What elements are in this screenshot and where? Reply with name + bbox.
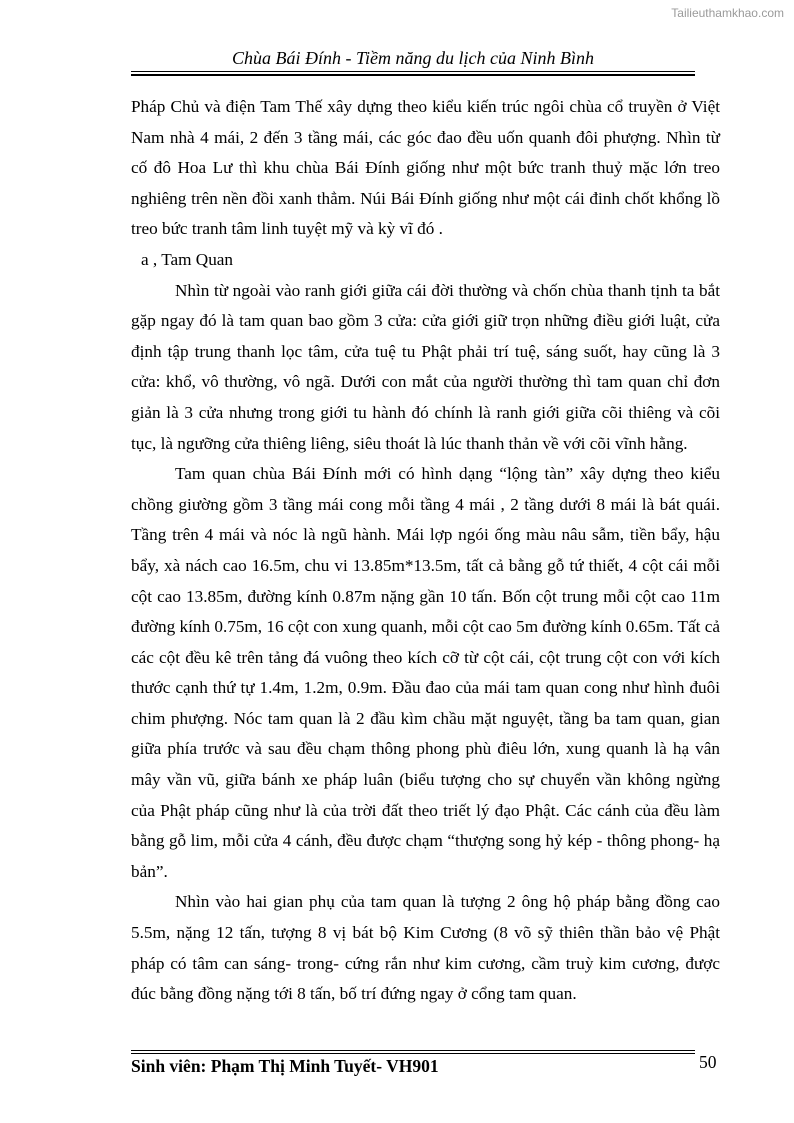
paragraph-1: Pháp Chủ và điện Tam Thế xây dựng theo kiểu kiến trúc ngôi chùa cổ truyền ở Việt Nam nhà 4 mái, 2 đến 3 tầng mái, các góc đao đều uốn quanh đôi phượng. Nhìn từ cố đô Hoa Lư thì khu chùa Bái Đính giống như một bức tranh thuỷ mặc lớn treo nghiêng trên nền đồi xanh thẳm. Núi Bái Đính giống như một cái đinh chốt khổng lồ treo bức tranh tâm linh tuyệt mỹ và kỳ vĩ đó .	[131, 97, 720, 239]
paragraph-4: Nhìn vào hai gian phụ của tam quan là tượng 2 ông hộ pháp bằng đồng cao 5.5m, nặng 12 tấn, tượng 8 vị bát bộ Kim Cương (8 võ sỹ thiên thần bảo vệ Phật pháp có tâm can sáng- trong- cứng rắn như kim cương, cầm truỳ kim cương, được đúc bằng đồng nặng tới 8 tấn, bố trí đứng ngay ở cổng tam quan.	[131, 892, 720, 1004]
footer-author: Sinh viên: Phạm Thị Minh Tuyết- VH901	[131, 1056, 439, 1076]
document-body	[131, 92, 720, 1010]
header-rule-thick	[131, 74, 695, 76]
page-header-title: Chùa Bái Đính - Tiềm năng du lịch của Ninh Bình	[232, 48, 594, 68]
footer-rule-second	[131, 1053, 695, 1054]
header-rule	[131, 71, 695, 72]
footer-rule	[131, 1050, 695, 1051]
watermark: Tailieuthamkhao.com	[671, 6, 784, 20]
paragraph-2: Nhìn từ ngoài vào ranh giới giữa cái đời thường và chốn chùa thanh tịnh ta bắt gặp ngay đó là tam quan bao gồm 3 cửa: cửa giới giữ trọn những điều giới luật, cửa định tập trung thanh lọc tâm, cửa tuệ tu Phật phải trí tuệ, sáng suốt, hay cũng là 3 cửa: khổ, vô thường, vô ngã. Dưới con mắt của người thường thì tam quan chỉ đơn giản là 3 cửa nhưng trong giới tu hành đó chính là ranh giới giữa cõi thiêng và cõi tục, là ngưỡng cửa thiêng liêng, siêu thoát là lúc thanh thản về với cõi vĩnh hằng.	[131, 280, 720, 453]
paragraph-3: Tam quan chùa Bái Đính mới có hình dạng “lộng tàn” xây dựng theo kiểu chồng giường gồm 3 tầng mái cong mỗi tầng 4 mái , 2 tầng dưới 8 mái là bát quái. Tầng trên 4 mái và nóc là ngũ hành. Mái lợp ngói ống màu nâu sẫm, tiền bẩy, hậu bẩy, xà nách cao 16.5m, chu vi 13.85m*13.5m, tất cả bằng gỗ tứ thiết, 4 cột cái mỗi cột cao 13.85m, đường kính 0.87m nặng gần 10 tấn. Bốn cột trung mỗi cột cao 11m đường kính 0.75m, 16 cột con xung quanh, mỗi cột cao 5m đường kính 0.65m. Tất cả các cột đều kê trên tảng đá vuông theo kích cỡ từ cột cái, cột trung cột con với kích thước cạnh thứ tự 1.4m, 1.2m, 0.9m. Đầu đao của mái tam quan cong như hình đuôi chim phượng. Nóc tam quan là 2 đầu kìm chầu mặt nguyệt, tầng ba tam quan, gian giữa phía trước và sau đều chạm thông phong phù điêu lớn, xung quanh là hạ vân mây vần vũ, giữa bánh xe pháp luân (biểu tượng cho sự chuyển vần không ngừng của Phật pháp cũng như là của trời đất theo triết lý đạo Phật. Các cánh của đều làm bằng gỗ lim, mỗi cửa 4 cánh, đều được chạm “thượng song hỷ kép - thông phong- hạ bản”.	[131, 464, 720, 881]
section-heading-tam-quan: a , Tam Quan	[141, 249, 234, 269]
page-number: 50	[699, 1052, 717, 1072]
